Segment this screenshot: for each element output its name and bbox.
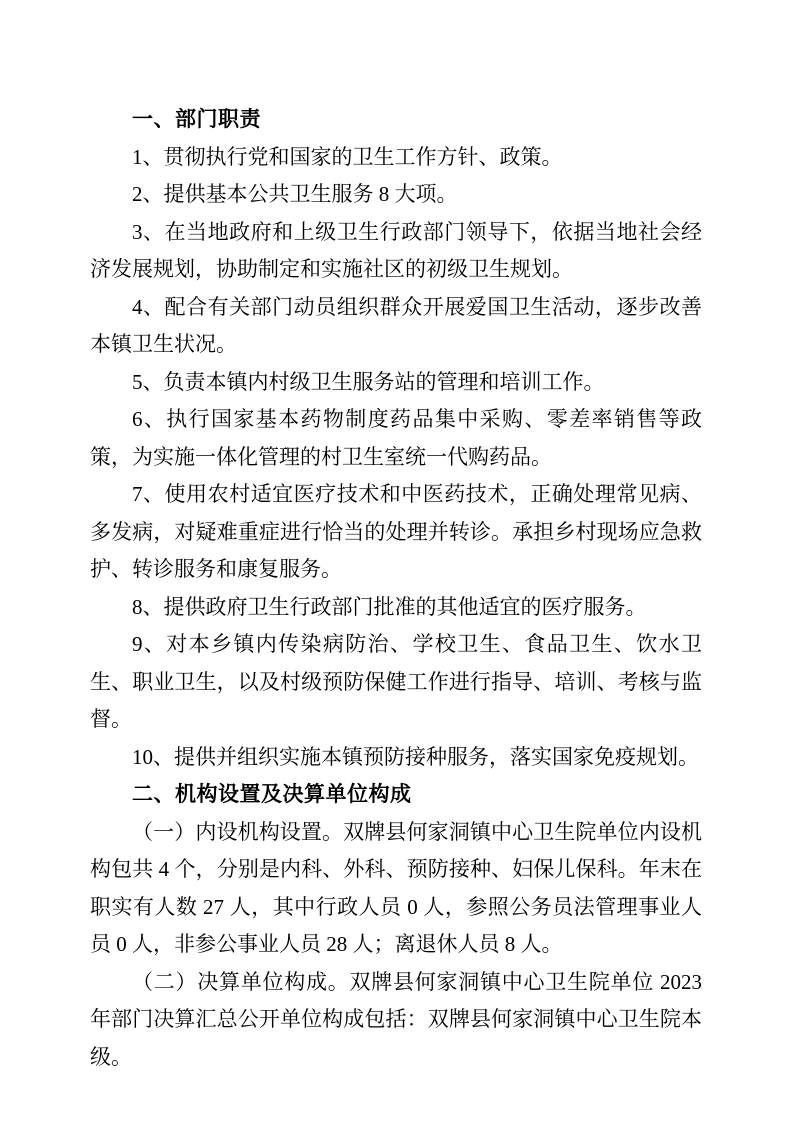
section-1-heading: 一、部门职责 — [132, 108, 261, 131]
section-org-structure — [90, 776, 702, 1076]
unit-composition-paragraph: （二）决算单位构成。双牌县何家洞镇中心卫生院单位 2023 年部门决算汇总公开单位构成包括：双牌县何家洞镇中心卫生院本级。 — [90, 969, 702, 1069]
section-department-duties — [90, 101, 702, 776]
duty-item-3: 3、在当地政府和上级卫生行政部门领导下，依据当地社会经济发展规划，协助制定和实施社区的初级卫生规划。 — [90, 219, 702, 281]
duty-item-7: 7、使用农村适宜医疗技术和中医药技术，正确处理常见病、多发病，对疑难重症进行恰当的处理并转诊。承担乡村现场应急救护、转诊服务和康复服务。 — [90, 482, 702, 581]
duty-item-10: 10、提供并组织实施本镇预防接种服务，落实国家免疫规划。 — [132, 744, 699, 769]
duty-item-5: 5、负责本镇内村级卫生服务站的管理和培训工作。 — [132, 369, 605, 394]
org-setup-paragraph: （一）内设机构设置。双牌县何家洞镇中心卫生院单位内设机构包共 4 个，分别是内科、外科、预防接种、妇保儿保科。年末在职实有人数 27 人，其中行政人员 0 人，参照公务员法管理事业人员 0 人，非参公事业人员 28 人；离退休人员 8 人。 — [90, 819, 702, 956]
duty-item-9: 9、对本乡镇内传染病防治、学校卫生、食品卫生、饮水卫生、职业卫生，以及村级预防保健工作进行指导、培训、考核与监督。 — [90, 632, 702, 731]
duty-item-8: 8、提供政府卫生行政部门批准的其他适宜的医疗服务。 — [132, 594, 647, 619]
section-2-heading: 二、机构设置及决算单位构成 — [132, 783, 412, 806]
duty-item-6: 6、执行国家基本药物制度药品集中采购、零差率销售等政策，为实施一体化管理的村卫生室统一代购药品。 — [90, 407, 702, 469]
duty-item-2: 2、提供基本公共卫生服务 8 大项。 — [132, 182, 458, 206]
duty-item-4: 4、配合有关部门动员组织群众开展爱国卫生活动，逐步改善本镇卫生状况。 — [90, 294, 702, 356]
duty-item-1: 1、贯彻执行党和国家的卫生工作方针、政策。 — [132, 144, 563, 169]
